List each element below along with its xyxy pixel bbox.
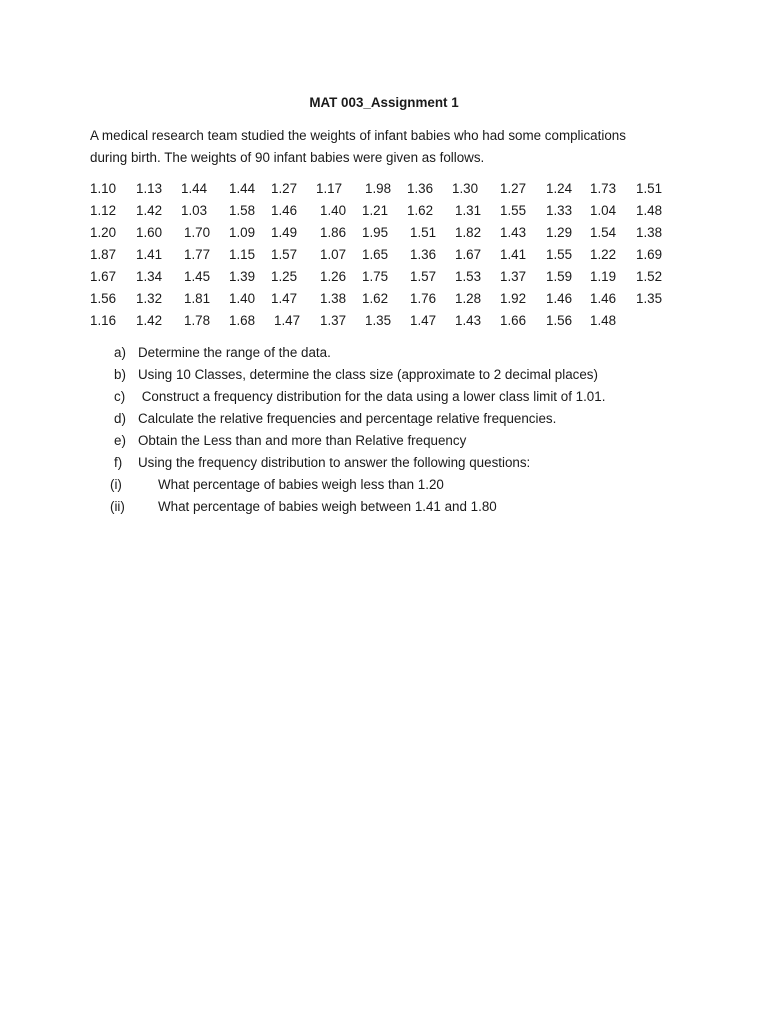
data-cell: 1.57 — [410, 269, 437, 284]
data-cell: 1.21 — [362, 203, 389, 218]
data-cell: 1.38 — [636, 225, 663, 240]
data-cell: 1.56 — [90, 291, 117, 306]
data-cell: 1.57 — [271, 247, 298, 262]
data-cell: 1.45 — [184, 269, 211, 284]
data-cell: 1.07 — [320, 247, 347, 262]
question-marker: d) — [114, 411, 126, 426]
data-cell: 1.51 — [410, 225, 437, 240]
question-text: Calculate the relative frequencies and percentage relative frequencies. — [138, 411, 557, 426]
data-cell: 1.52 — [636, 269, 663, 284]
data-cell: 1.62 — [407, 203, 434, 218]
data-cell: 1.78 — [184, 313, 211, 328]
data-cell: 1.35 — [365, 313, 392, 328]
data-cell: 1.40 — [229, 291, 256, 306]
data-cell: 1.32 — [136, 291, 163, 306]
data-cell: 1.69 — [636, 247, 663, 262]
data-cell: 1.86 — [320, 225, 347, 240]
data-cell: 1.56 — [546, 313, 573, 328]
data-cell: 1.38 — [320, 291, 347, 306]
data-row — [90, 288, 690, 310]
data-row — [90, 244, 690, 266]
weights-data-table — [90, 178, 690, 332]
question-item — [90, 364, 690, 386]
data-cell: 1.27 — [500, 181, 527, 196]
data-cell: 1.54 — [590, 225, 617, 240]
data-cell: 1.92 — [500, 291, 527, 306]
data-cell: 1.44 — [181, 181, 208, 196]
data-cell: 1.46 — [590, 291, 617, 306]
data-cell: 1.42 — [136, 203, 163, 218]
data-cell: 1.34 — [136, 269, 163, 284]
question-list — [90, 342, 690, 518]
data-cell: 1.47 — [271, 291, 298, 306]
data-row — [90, 178, 690, 200]
question-text: Construct a frequency distribution for the data using a lower class limit of 1.01. — [138, 389, 606, 404]
data-cell: 1.46 — [546, 291, 573, 306]
data-cell: 1.95 — [362, 225, 389, 240]
data-cell: 1.20 — [90, 225, 117, 240]
data-cell: 1.68 — [229, 313, 256, 328]
data-cell: 1.43 — [455, 313, 482, 328]
data-cell: 1.15 — [229, 247, 256, 262]
data-cell: 1.04 — [590, 203, 617, 218]
question-text: Obtain the Less than and more than Relative frequency — [138, 433, 467, 448]
data-cell: 1.73 — [590, 181, 617, 196]
data-cell: 1.30 — [452, 181, 479, 196]
data-cell: 1.41 — [500, 247, 527, 262]
data-cell: 1.03 — [181, 203, 208, 218]
data-cell: 1.24 — [546, 181, 573, 196]
intro-line: during birth. The weights of 90 infant babies were given as follows. — [90, 150, 485, 165]
data-cell: 1.10 — [90, 181, 117, 196]
question-text: What percentage of babies weigh between 1.41 and 1.80 — [158, 499, 497, 514]
question-text: Determine the range of the data. — [138, 345, 331, 360]
question-item — [90, 474, 690, 496]
data-cell: 1.40 — [320, 203, 347, 218]
data-cell: 1.48 — [590, 313, 617, 328]
data-cell: 1.87 — [90, 247, 117, 262]
data-cell: 1.47 — [274, 313, 301, 328]
data-cell: 1.44 — [229, 181, 256, 196]
intro-line: A medical research team studied the weights of infant babies who had some complications — [90, 128, 626, 143]
data-cell: 1.09 — [229, 225, 256, 240]
data-cell: 1.13 — [136, 181, 163, 196]
data-cell: 1.65 — [362, 247, 389, 262]
question-marker: (ii) — [110, 499, 125, 514]
question-item — [90, 408, 690, 430]
data-cell: 1.25 — [271, 269, 298, 284]
data-cell: 1.67 — [455, 247, 482, 262]
data-cell: 1.41 — [136, 247, 163, 262]
data-cell: 1.26 — [320, 269, 347, 284]
question-marker: c) — [114, 389, 126, 404]
question-marker: e) — [114, 433, 126, 448]
data-cell: 1.98 — [365, 181, 392, 196]
data-row — [90, 310, 690, 332]
data-row — [90, 266, 690, 288]
data-cell: 1.47 — [410, 313, 437, 328]
question-item — [90, 496, 690, 518]
data-cell: 1.12 — [90, 203, 117, 218]
question-item — [90, 452, 690, 474]
data-cell: 1.59 — [546, 269, 573, 284]
data-cell: 1.31 — [455, 203, 482, 218]
data-cell: 1.62 — [362, 291, 389, 306]
data-cell: 1.76 — [410, 291, 437, 306]
data-cell: 1.49 — [271, 225, 298, 240]
data-cell: 1.55 — [500, 203, 527, 218]
question-marker: a) — [114, 345, 126, 360]
data-cell: 1.67 — [90, 269, 117, 284]
data-cell: 1.82 — [455, 225, 482, 240]
data-cell: 1.75 — [362, 269, 389, 284]
data-cell: 1.16 — [90, 313, 117, 328]
data-cell: 1.19 — [590, 269, 617, 284]
data-cell: 1.37 — [320, 313, 347, 328]
question-item — [90, 430, 690, 452]
question-text: Using the frequency distribution to answer the following questions: — [138, 455, 531, 470]
data-cell: 1.48 — [636, 203, 663, 218]
data-cell: 1.39 — [229, 269, 256, 284]
data-cell: 1.28 — [455, 291, 482, 306]
data-cell: 1.53 — [455, 269, 482, 284]
data-cell: 1.55 — [546, 247, 573, 262]
data-cell: 1.27 — [271, 181, 298, 196]
data-cell: 1.22 — [590, 247, 617, 262]
data-cell: 1.46 — [271, 203, 298, 218]
data-cell: 1.36 — [410, 247, 437, 262]
question-text: Using 10 Classes, determine the class size (approximate to 2 decimal places) — [138, 367, 598, 382]
data-cell: 1.66 — [500, 313, 527, 328]
data-row — [90, 200, 690, 222]
data-cell: 1.37 — [500, 269, 527, 284]
question-item — [90, 342, 690, 364]
data-cell: 1.43 — [500, 225, 527, 240]
data-cell: 1.33 — [546, 203, 573, 218]
data-row — [90, 222, 690, 244]
question-item — [90, 386, 690, 408]
question-marker: f) — [114, 455, 123, 470]
data-cell: 1.29 — [546, 225, 573, 240]
data-cell: 1.77 — [184, 247, 211, 262]
data-cell: 1.51 — [636, 181, 663, 196]
data-cell: 1.36 — [407, 181, 434, 196]
data-cell: 1.35 — [636, 291, 663, 306]
question-marker: (i) — [110, 477, 122, 492]
data-cell: 1.70 — [184, 225, 211, 240]
question-text: What percentage of babies weigh less than 1.20 — [158, 477, 444, 492]
data-cell: 1.60 — [136, 225, 163, 240]
intro-paragraph — [90, 125, 670, 169]
data-cell: 1.17 — [316, 181, 343, 196]
data-cell: 1.58 — [229, 203, 256, 218]
document-title: MAT 003_Assignment 1 — [309, 95, 459, 110]
data-cell: 1.81 — [184, 291, 211, 306]
data-cell: 1.42 — [136, 313, 163, 328]
question-marker: b) — [114, 367, 126, 382]
